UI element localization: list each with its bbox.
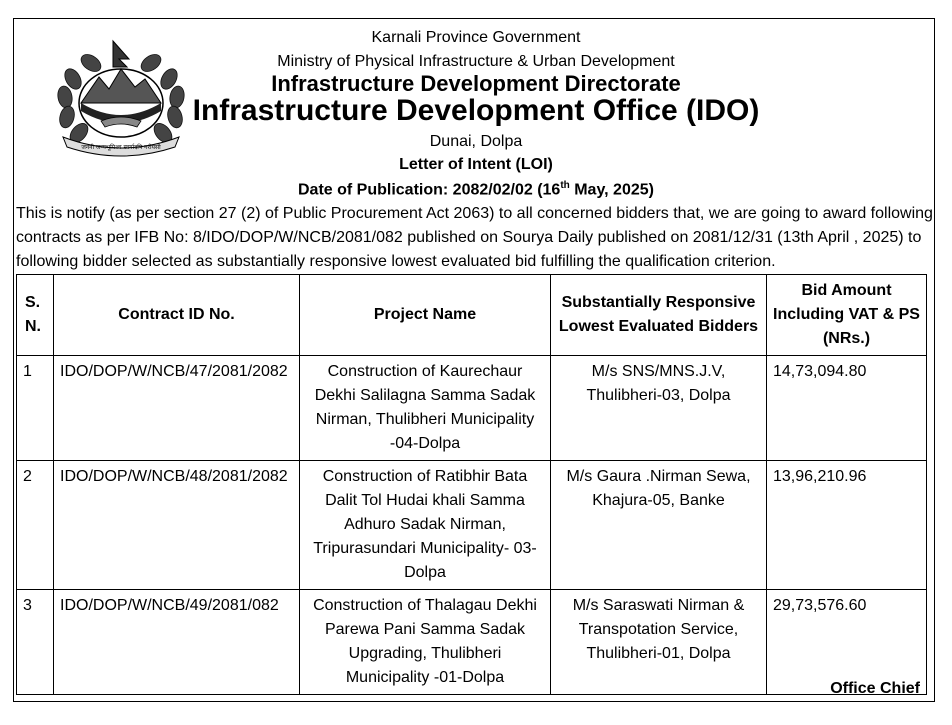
header-sn: S. N. [17,275,54,356]
office-title: Infrastructure Development Office (IDO) [192,94,760,127]
directorate-line: Infrastructure Development Directorate [271,71,681,96]
cell-bid-amount: 14,73,094.80 [767,356,927,461]
nepal-emblem-icon [51,37,191,157]
header-bidders: Substantially Responsive Lowest Evaluated Bidders [551,275,767,356]
cell-bidder: M/s SNS/MNS.J.V, Thulibheri-03, Dolpa [551,356,767,461]
cell-bid-amount: 29,73,576.60 [767,590,927,695]
svg-text:जननी जन्मभूमिश्च स्वर्गादपि गर: जननी जन्मभूमिश्च स्वर्गादपि गरीयसी [81,144,161,151]
table-row [17,356,927,461]
header-project-name: Project Name [300,275,551,356]
cell-contract-id: IDO/DOP/W/NCB/47/2081/2082 [54,356,300,461]
cell-sn: 3 [17,590,54,695]
office-location: Dunai, Dolpa [429,133,523,150]
cell-contract-id: IDO/DOP/W/NCB/49/2081/082 [54,590,300,695]
header-contract-id: Contract ID No. [54,275,300,356]
ministry-line: Ministry of Physical Infrastructure & Urban Development [277,53,675,70]
signature-office-chief: Office Chief [830,680,920,697]
table-row [17,590,927,695]
cell-bidder: M/s Saraswati Nirman & Transpotation Service, Thulibheri-01, Dolpa [551,590,767,695]
table-header-row [17,275,927,356]
cell-sn: 1 [17,356,54,461]
cell-sn: 2 [17,461,54,590]
cell-bid-amount: 13,96,210.96 [767,461,927,590]
cell-project-name: Construction of Kaurechaur Dekhi Salilagna Samma Sadak Nirman, Thulibheri Municipality -04-Dolpa [300,356,551,461]
notice-paragraph [16,202,934,274]
cell-project-name: Construction of Thalagau Dekhi Parewa Pani Samma Sadak Upgrading, Thulibheri Municipality -01-Dolpa [300,590,551,695]
paragraph-line: following bidder selected as substantially responsive lowest evaluated bid fulfilling the qualification criterion. [16,253,776,270]
province-government-line: Karnali Province Government [371,29,581,46]
header-bid-amount: Bid Amount Including VAT & PS (NRs.) [767,275,927,356]
cell-project-name: Construction of Ratibhir Bata Dalit Tol Hudai khali Samma Adhuro Sadak Nirman, Tripurasundari Municipality- 03-Dolpa [300,461,551,590]
publication-date: Date of Publication: 2082/02/02 (16th May, 2025) [298,180,654,199]
cell-contract-id: IDO/DOP/W/NCB/48/2081/2082 [54,461,300,590]
cell-bidder: M/s Gaura .Nirman Sewa, Khajura-05, Banke [551,461,767,590]
paragraph-line: This is notify (as per section 27 (2) of Public Procurement Act 2063) to all concerned bidders that, we are going to award following [16,205,933,222]
table-row [17,461,927,590]
loi-table [16,274,927,695]
document-title: Letter of Intent (LOI) [399,156,553,173]
paragraph-line: contracts as per IFB No: 8/IDO/DOP/W/NCB/2081/082 published on Sourya Daily published on 2081/12/31 (13th April , 2025) to [16,229,922,246]
